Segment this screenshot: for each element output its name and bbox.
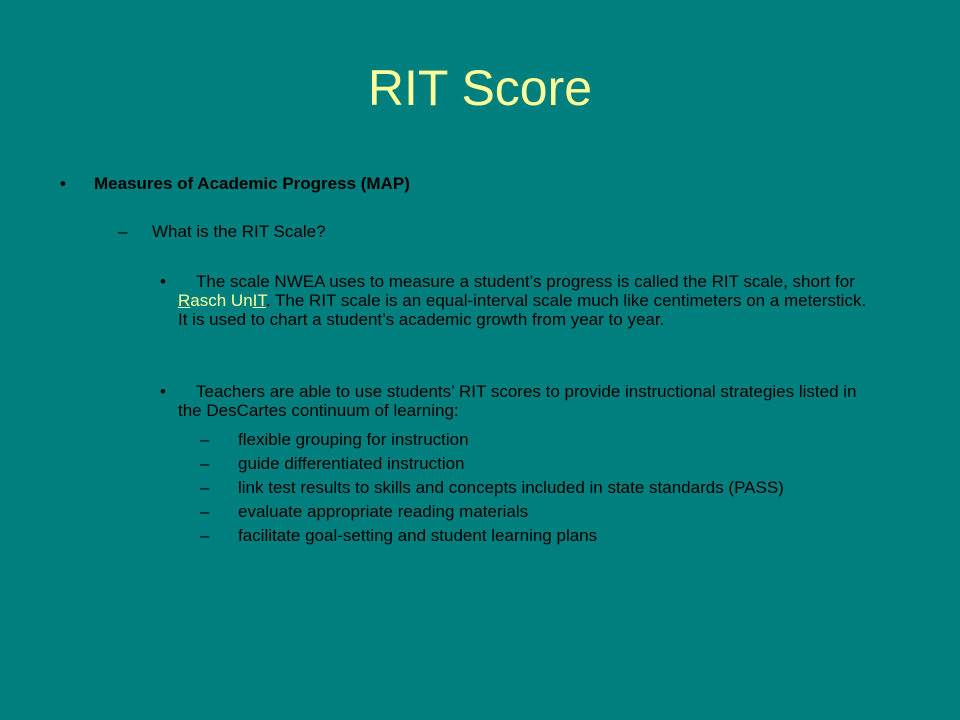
list-item-text: facilitate goal-setting and student learning plans (238, 526, 598, 545)
bullet-icon: • (60, 174, 66, 193)
paragraph2-text: Teachers are able to use students’ RIT scores to provide instructional strategies listed in the DesCartes continuum of learning: (178, 382, 857, 420)
paragraph1-after-link: . The RIT scale is an equal-interval scale much like centimeters on a meterstick. It is used to chart a student’s academic growth from year to year. (178, 291, 867, 329)
rasch-unit-text: asch Un (190, 291, 253, 310)
slide-title: RIT Score (367, 60, 593, 116)
dash-icon: – (200, 478, 210, 497)
dash-icon: – (118, 222, 128, 241)
rasch-unit-link-it[interactable]: IT (252, 291, 266, 310)
list-item-text: link test results to skills and concepts included in state standards (PASS) (238, 478, 784, 497)
paragraph-teachers (160, 382, 880, 420)
rasch-unit-link-r[interactable]: R (178, 291, 191, 310)
list-item (200, 526, 880, 545)
list-item-text: flexible grouping for instruction (238, 430, 469, 449)
bullet-icon: • (160, 272, 166, 291)
bullet-icon: • (160, 382, 166, 401)
list-item-text: guide differentiated instruction (238, 454, 465, 473)
dash-icon: – (200, 502, 210, 521)
strategy-list (200, 430, 880, 550)
level2-text: What is the RIT Scale? (152, 222, 326, 241)
level1-text: Measures of Academic Progress (MAP) (94, 174, 410, 193)
dash-icon: – (200, 526, 210, 545)
list-item (200, 478, 880, 497)
list-item (200, 502, 880, 521)
list-item (200, 430, 880, 449)
list-item (200, 454, 880, 473)
list-item-text: evaluate appropriate reading materials (238, 502, 529, 521)
paragraph1-text (178, 272, 880, 329)
dash-icon: – (200, 430, 210, 449)
paragraph-rit-definition (160, 272, 880, 329)
paragraph1-before-link: The scale NWEA uses to measure a student’s progress is called the RIT scale, short for (196, 272, 855, 291)
dash-icon: – (200, 454, 210, 473)
